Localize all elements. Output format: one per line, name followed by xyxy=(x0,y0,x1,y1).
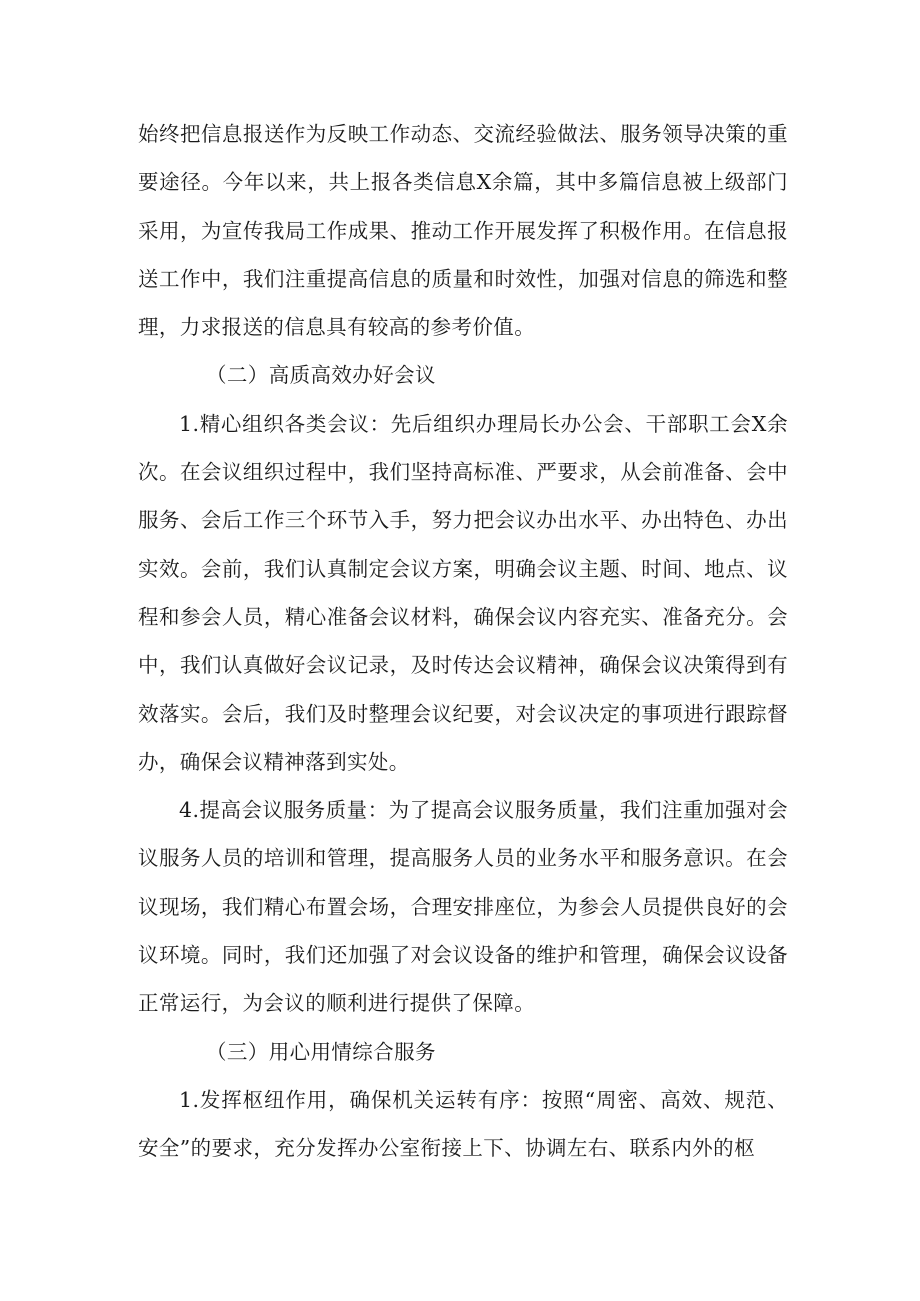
paragraph-hub-role: 1.发挥枢纽作用，确保机关运转有序：按照“周密、高效、规范、安全”的要求，充分发挥办公室衔接上下、协调左右、联系内外的枢 xyxy=(138,1087,788,1161)
paragraph-information-reporting: 始终把信息报送作为反映工作动态、交流经验做法、服务领导决策的重要途径。今年以来，共上报各类信息X余篇，其中多篇信息被上级部门采用，为宣传我局工作成果、推动工作开展发挥了积极作用。在信息报送工作中，我们注重提高信息的质量和时效性，加强对信息的筛选和整理，力求报送的信息具有较高的参考价值。 xyxy=(138,122,788,340)
paragraph-meeting-service-quality: 4.提高会议服务质量：为了提高会议服务质量，我们注重加强对会议服务人员的培训和管理，提高服务人员的业务水平和服务意识。在会议现场，我们精心布置会场，合理安排座位，为参会人员提供良好的会议环境。同时，我们还加强了对会议设备的维护和管理，确保会议设备正常运行，为会议的顺利进行提供了保障。 xyxy=(138,798,788,1016)
document-body xyxy=(138,110,788,1173)
paragraph-organize-meetings: 1.精心组织各类会议：先后组织办理局长办公会、干部职工会X余次。在会议组织过程中，我们坚持高标准、严要求，从会前准备、会中服务、会后工作三个环节入手，努力把会议办出水平、办出特色、办出实效。会前，我们认真制定会议方案，明确会议主题、时间、地点、议程和参会人员，精心准备会议材料，确保会议内容充实、准备充分。会中，我们认真做好会议记录，及时传达会议精神，确保会议决策得到有效落实。会后，我们及时整理会议纪要，对会议决定的事项进行跟踪督办，确保会议精神落到实处。 xyxy=(138,411,788,774)
section-heading-meetings: （二）高质高效办好会议 xyxy=(206,363,436,388)
section-heading-comprehensive-service: （三）用心用情综合服务 xyxy=(206,1039,436,1064)
